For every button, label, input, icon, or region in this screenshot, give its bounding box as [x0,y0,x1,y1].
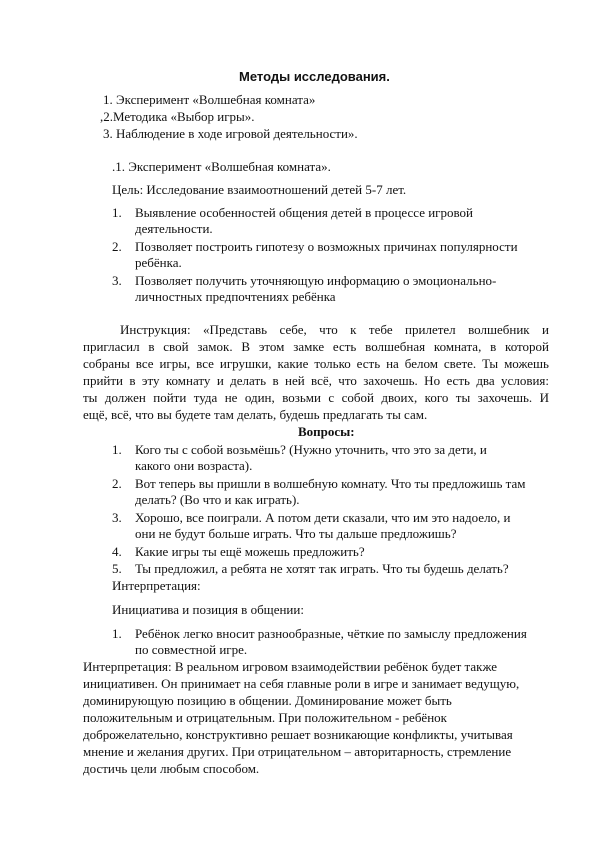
questions-heading: Вопросы: [298,424,355,439]
question-line: Хорошо, все поиграли. А потом дети сказали, что им это надоело, и [135,510,511,525]
goals-list-line: Выявление особенностей общения детей в процессе игровой [135,205,474,220]
initiative-line: Ребёнок легко вносит разнообразные, чёткие по замыслу предложения [135,626,527,641]
goals-list-line: личностных предпочтениях ребёнка [135,289,336,304]
final-line: мнение и желания других. При отрицательном – авторитарность, стремление [83,744,512,759]
final-line: положительным и отрицательным. При положительном - ребёнок [83,710,447,725]
final-line: инициативен. Он принимает на себя главные роли в игре и занимает ведущую, [83,676,520,691]
question-number: 3. [112,510,122,525]
final-line: Интерпретация: В реальном игровом взаимодействии ребёнок будет также [83,659,498,674]
goals-list-line: Позволяет получить уточняющую информацию о эмоционально- [135,273,497,288]
methods-list-item: ,2.Методика «Выбор игры». [100,109,255,124]
interpretation-label: Интерпретация: [112,578,201,593]
instruction-line: собраны все игры, все игрушки, какие только есть на белом свете. Ты можешь [83,356,549,371]
question-number: 4. [112,544,122,559]
goals-list-line: Позволяет построить гипотезу о возможных причинах популярности [135,239,518,254]
goals-list-number: 1. [112,205,122,220]
question-line: Какие игры ты ещё можешь предложить? [135,544,365,559]
page-title: Методы исследования. [239,69,390,84]
question-line: Ты предложил, а ребята не хотят так играть. Что ты будешь делать? [135,561,509,576]
question-number: 5. [112,561,122,576]
goal-text: Цель: Исследование взаимоотношений детей 5-7 лет. [112,182,407,197]
instruction-line: ты должен пойти туда не один, возьми с собой двоих, кого ты захочешь. И [83,390,549,405]
methods-list-item: 1. Эксперимент «Волшебная комната» [103,92,316,107]
final-line: доброжелательно, конструктивно решает возникающие конфликты, учитывая [83,727,513,742]
question-line: какого они возраста). [135,458,253,473]
question-line: Вот теперь вы пришли в волшебную комнату. Что ты предложишь там [135,476,526,491]
instruction-line: прийти в эту комнату и делать в ней всё, что захочешь. Но есть два условия: [83,373,549,388]
question-line: делать? (Во что и как играть). [135,492,300,507]
instruction-line: ещё, всё, что вы будете там делать, будешь предлагать ты сам. [83,407,428,422]
final-line: доминирующую позицию в общении. Доминирование может быть [83,693,452,708]
question-line: они не будут больше играть. Что ты дальше предложишь? [135,526,457,541]
instruction-line: пригласил в свой замок. В этом замке есть волшебная комната, в которой [83,339,549,354]
initiative-line: по совместной игре. [135,642,248,657]
goals-list-line: деятельности. [135,221,213,236]
goals-list-number: 3. [112,273,122,288]
initiative-heading: Инициатива и позиция в общении: [112,602,304,617]
experiment-heading: .1. Эксперимент «Волшебная комната». [112,159,331,174]
initiative-number: 1. [112,626,122,641]
instruction-line: Инструкция: «Представь себе, что к тебе прилетел волшебник и [120,322,549,337]
goals-list-number: 2. [112,239,122,254]
question-number: 1. [112,442,122,457]
final-line: достичь цели любым способом. [83,761,260,776]
question-line: Кого ты с собой возьмёшь? (Нужно уточнить, что это за дети, и [135,442,487,457]
question-number: 2. [112,476,122,491]
goals-list-line: ребёнка. [135,255,182,270]
methods-list-item: 3. Наблюдение в ходе игровой деятельности». [103,126,358,141]
